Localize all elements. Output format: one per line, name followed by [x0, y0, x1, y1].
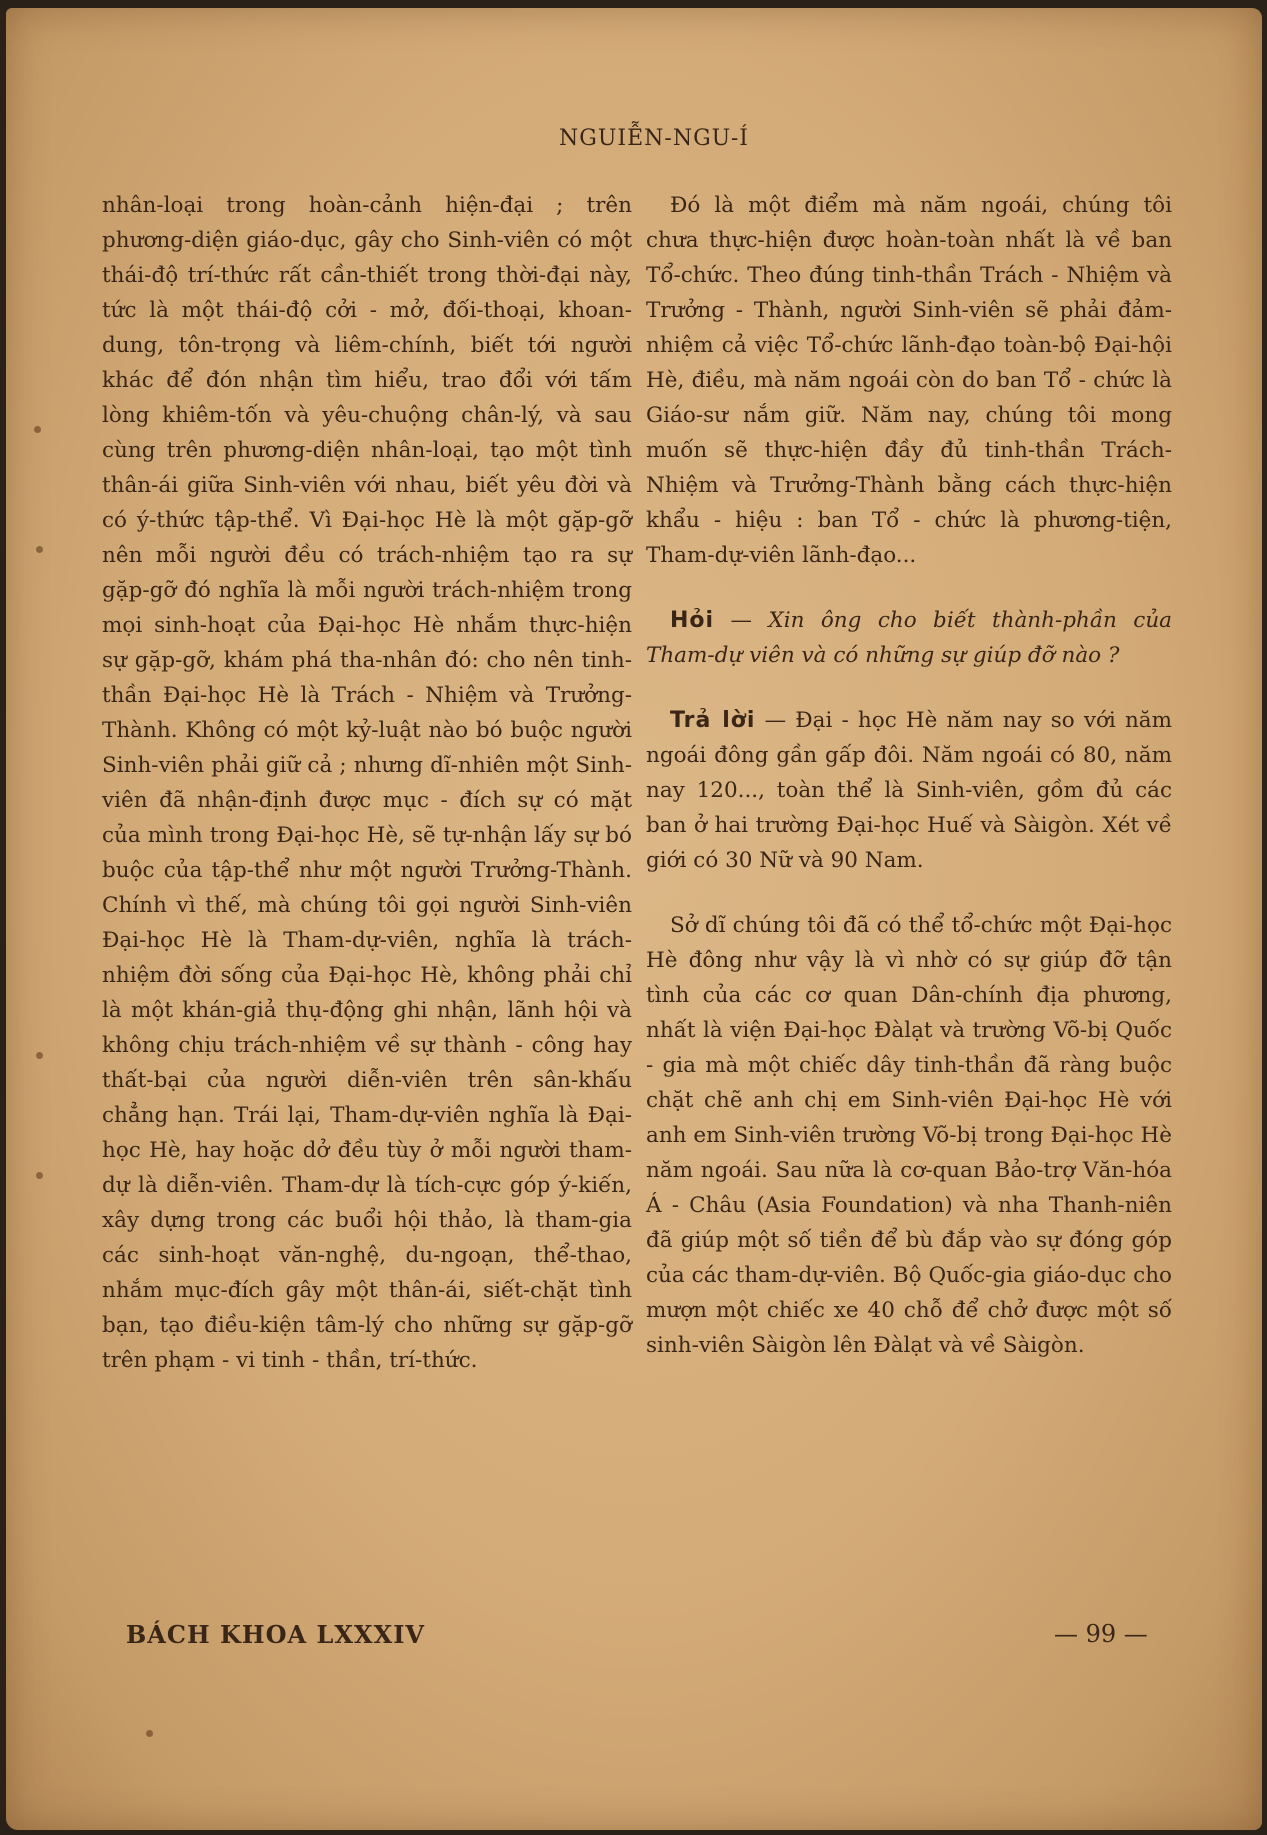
- answer-block: [646, 703, 1172, 878]
- answer-dash: —: [755, 708, 796, 733]
- running-title: NGUIỄN-NGU-Í: [559, 126, 749, 151]
- left-paragraph: nhân-loại trong hoàn-cảnh hiện-đại ; trên phương-diện giáo-dục, gây cho Sinh-viên có một thái-độ trí-thức rất cần-thiết trong thời-đại này, tức là một thái-độ cởi - mở, đối-thoại, khoan-dung, tôn-trọng và liêm-chính, biết tới người khác để đón nhận tìm hiểu, trao đổi với tấm lòng khiêm-tốn và yêu-chuộng chân-lý, và sau cùng trên phương-diện nhân-loại, tạo một tình thân-ái giữa Sinh-viên với nhau, biết yêu đời và có ý-thức tập-thể. Vì Đại-học Hè là một gặp-gỡ nên mỗi người đều có trách-nhiệm tạo ra sự gặp-gỡ đó nghĩa là mỗi người trách-nhiệm trong mọi sinh-hoạt của Đại-học Hè nhắm thực-hiện sự gặp-gỡ, khám phá tha-nhân đó: cho nên tinh-thần Đại-học Hè là Trách - Nhiệm và Trưởng-Thành. Không có một kỷ-luật nào bó buộc người Sinh-viên phải giữ cả ; nhưng dĩ-nhiên một Sinh-viên đã nhận-định được mục - đích sự có mặt của mình trong Đại-học Hè, sẽ tự-nhận lấy sự bó buộc của tập-thể như một người Trưởng-Thành. Chính vì thế, mà chúng tôi gọi người Sinh-viên Đại-học Hè là Tham-dự-viên, nghĩa là trách-nhiệm đời sống của Đại-học Hè, không phải chỉ là một khán-giả thụ-động ghi nhận, lãnh hội và không chịu trách-nhiệm về sự thành - công hay thất-bại của người diễn-viên trên sân-khấu chẳng hạn. Trái lại, Tham-dự-viên nghĩa là Đại-học Hè, hay hoặc dở đều tùy ở mỗi người tham-dự là diễn-viên. Tham-dự là tích-cực góp ý-kiến, xây dựng trong các buổi hội thảo, là tham-gia các sinh-hoạt văn-nghệ, du-ngoạn, thể-thao, nhắm mục-đích gây một thân-ái, siết-chặt tình bạn, tạo điều-kiện tâm-lý cho những sự gặp-gỡ trên phạm - vi tinh - thần, trí-thức.: [102, 193, 632, 1373]
- question-block: [646, 603, 1172, 673]
- answer-text: Đại - học Hè năm nay so với năm ngoái đông gần gấp đôi. Năm ngoái có 80, năm nay 120..., toàn thể là Sinh-viên, gồm đủ các ban ở hai trường Đại-học Huế và Sàigòn. Xét về giới có 30 Nữ và 90 Nam.: [646, 708, 1173, 873]
- left-column: [102, 188, 632, 1378]
- right-column: [646, 188, 1172, 1363]
- intro-paragraph: Đó là một điểm mà năm ngoái, chúng tôi chưa thực-hiện được hoàn-toàn nhất là về ban Tổ-chức. Theo đúng tinh-thần Trách - Nhiệm và Trưởng - Thành, người Sinh-viên sẽ phải đảm-nhiệm cả việc Tổ-chức lãnh-đạo toàn-bộ Đại-hội Hè, điều, mà năm ngoái còn do ban Tổ - chức là Giáo-sư nắm giữ. Năm nay, chúng tôi mong muốn sẽ thực-hiện đầy đủ tinh-thần Trách-Nhiệm và Trưởng-Thành bằng cách thực-hiện khẩu - hiệu : ban Tổ - chức là phương-tiện, Tham-dự-viên lãnh-đạo...: [646, 193, 1172, 568]
- question-dash: —: [714, 608, 769, 633]
- question-label: Hỏi: [670, 608, 715, 633]
- page-number: — 99 —: [1054, 1620, 1148, 1648]
- publication-name: BÁCH KHOA LXXXIV: [126, 1620, 426, 1649]
- closing-paragraph: Sở dĩ chúng tôi đã có thể tổ-chức một Đại-học Hè đông như vậy là vì nhờ có sự giúp đỡ tận tình của các cơ quan Dân-chính địa phương, nhất là viện Đại-học Đàlạt và trường Võ-bị Quốc - gia mà một chiếc dây tinh-thần đã ràng buộc chặt chẽ anh chị em Sinh-viên Đại-học Hè với anh em Sinh-viên trường Võ-bị trong Đại-học Hè năm ngoái. Sau nữa là cơ-quan Bảo-trợ Văn-hóa Á - Châu (Asia Foundation) và nha Thanh-niên đã giúp một số tiền để bù đắp vào sự đóng góp của các tham-dự-viên. Bộ Quốc-gia giáo-dục cho mượn một chiếc xe 40 chỗ để chở được một số sinh-viên Sàigòn lên Đàlạt và về Sàigòn.: [646, 913, 1172, 1358]
- question-text: Xin ông cho biết thành-phần của Tham-dự viên và có những sự giúp đỡ nào ?: [646, 608, 1172, 668]
- answer-label: Trả lời: [670, 708, 756, 733]
- magazine-page: [6, 8, 1262, 1830]
